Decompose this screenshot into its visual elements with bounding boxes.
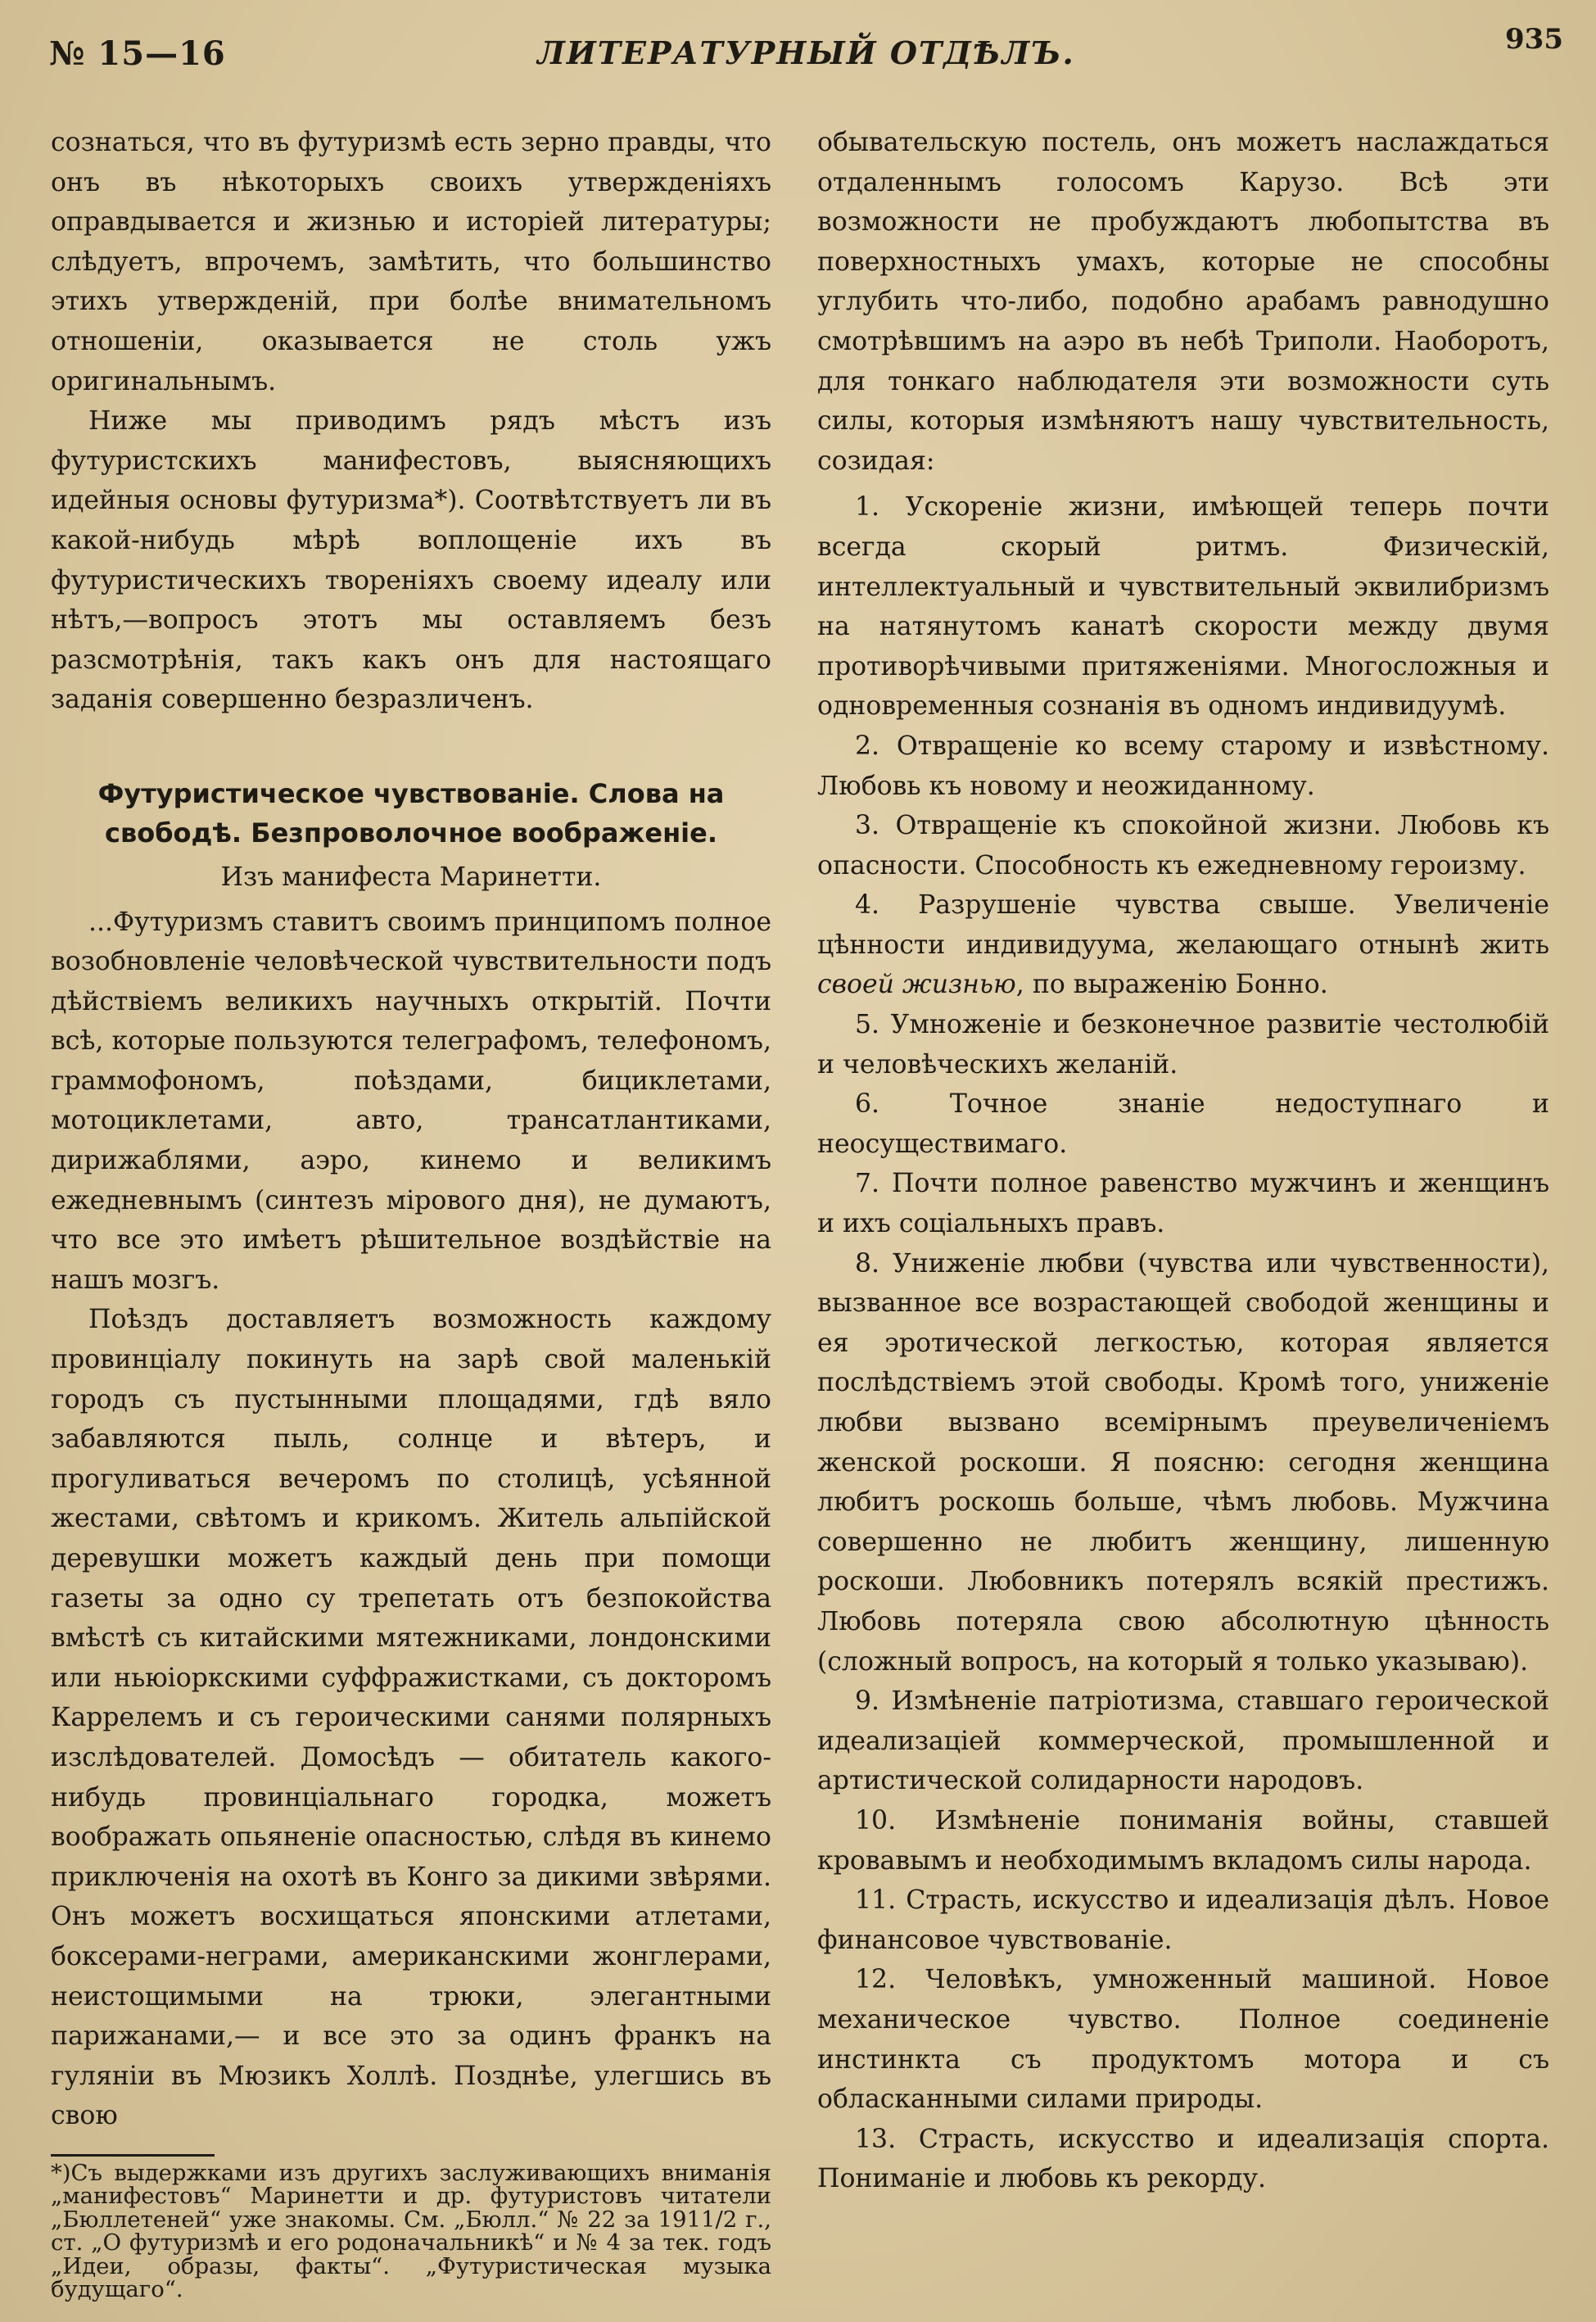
page-number: 935 — [1505, 23, 1563, 56]
issue-number: № 15—16 — [49, 34, 226, 73]
right-column — [817, 123, 1549, 2199]
section-title: ЛИТЕРАТУРНЫЙ ОТДѢЛЪ. — [537, 34, 1075, 71]
article-heading: Футуристическое чувствованіе. Слова на свободѣ. Безпроволочное воображеніе. — [97, 777, 725, 849]
list-item: 12. Человѣкъ, умноженный машиной. Новое механическое чувство. Полное соединеніе инстинкта съ продуктомъ мотора и съ обласканными силами природы. — [817, 1965, 1549, 2115]
list-item: 8. Униженіе любви (чувства или чувственности), вызванное все возрастающей свободой женщины и ея эротической легкостью, которая является послѣдствіемъ этой свободы. Кромѣ того, униженіе любви вызвано всеміpнымъ преувеличеніемъ женской роскоши. Я поясню: сегодня женщина любитъ роскошь больше, чѣмъ любовь. Мужчина совершенно не любитъ женщину, лишенную роскоши. Любовникъ потерялъ всякій престижъ. Любовь потеряла свою абсолютную цѣнность (сложный вопросъ, на который я только указываю). — [817, 1248, 1549, 1677]
list-item: 9. Измѣненіе патріотизма, ставшаго героической идеализаціей коммерческой, промышленной и артистической солидарности народовъ. — [817, 1686, 1549, 1796]
list-item: 13. Страсть, искусство и идеализація спорта. Пониманіе и любовь къ рекорду. — [817, 2124, 1549, 2194]
list-item: 6. Точное знаніе недоступнаго и неосуществимаго. — [817, 1089, 1549, 1159]
footnote: *)Съ выдержками изъ другихъ заслуживающихъ вниманія „манифестовъ“ Маринетти и др. футуристовъ читатели „Бюллетеней“ уже знакомы. См. „Бюлл.“ № 22 за 1911/2 г., ст. „О футуризмѣ и его родоначальникѣ“ и № 4 за тек. годъ „Идеи, образы, факты“. „Футуристическая музыка будущаго“. — [51, 2159, 771, 2303]
article-subheading: Изъ манифеста Маринетти. — [220, 862, 602, 892]
left-column — [51, 123, 771, 2302]
list-item: 11. Страсть, искусство и идеализація дѣлъ. Новое финансовое чувствованіе. — [817, 1885, 1549, 1955]
list-item: 3. Отвращеніе къ спокойной жизни. Любовь къ опасности. Способность къ ежедневному героизму. — [817, 811, 1549, 880]
list-item: 5. Умноженіе и безконечное развитіе честолюбій и человѣческихъ желаній. — [817, 1010, 1549, 1080]
list-item — [817, 885, 1549, 1005]
paragraph: Поѣздъ доставляетъ возможность каждому провинціалу покинуть на зарѣ свой маленькій городъ съ пустынными площадями, гдѣ вяло забавляются пыль, солнце и вѣтеръ, и прогуливаться вечеромъ по столицѣ, усѣянной жестами, свѣтомъ и крикомъ. Житель альпійской деревушки можетъ каждый день при помощи газеты за одно су трепетать отъ безпокойства вмѣстѣ съ китайскими мятежниками, лондонскими или ньюіоркскими суффражистками, съ докторомъ Каррелемъ и съ героическими санями полярныхъ изслѣдователей. Домосѣдъ — обитатель какого-нибудь провинціальнаго городка, можетъ воображать опьяненіе опасностью, слѣдя въ кинемо приключенія на охотѣ въ Конго за дикими звѣрями. Онъ можетъ восхищаться японскими атлетами, боксерами-неграми, американскими жонглерами, неистощимыми на трюки, элегантными парижанами,— и все это за одинъ франкъ на гуляніи въ Мюзикъ Холлѣ. Позднѣе, улегшись въ свою — [51, 1305, 771, 2131]
footnote-divider — [51, 2154, 215, 2157]
paragraph: обывательскую постель, онъ можетъ наслаждаться отдаленнымъ голосомъ Карузо. Всѣ эти возможности не пробуждаютъ любопытства въ поверхностныхъ умахъ, которые не способны углубить что-либо, подобно арабамъ равнодушно смотрѣвшимъ на аэро въ небѣ Триполи. Наоборотъ, для тонкаго наблюдателя эти возможности суть силы, которыя измѣняютъ нашу чувствительность, созидая: — [817, 128, 1549, 476]
page-header — [49, 23, 1563, 80]
emphasis-text: своей жизнью — [817, 970, 1016, 1000]
paragraph: Ниже мы приводимъ рядъ мѣстъ изъ футуристскихъ манифестовъ, выясняющихъ идейныя основы футуризма*). Соотвѣтствуетъ ли въ какой-нибудь мѣрѣ воплощеніе ихъ въ футуристическихъ твореніяхъ своему идеалу или нѣтъ,—вопросъ этотъ мы оставляемъ безъ разсмотрѣнія, такъ какъ онъ для настоящаго заданія совершенно безразличенъ. — [51, 406, 771, 715]
paragraph: ...Футуризмъ ставитъ своимъ принципомъ полное возобновленіе человѣческой чувствительности подъ дѣйствіемъ великихъ научныхъ открытій. Почти всѣ, которые пользуются телеграфомъ, телефономъ, граммофономъ, поѣздами, бициклетами, мотоциклетами, авто, трансатлантиками, дирижаблями, аэро, кинемо и великимъ ежедневнымъ (синтезъ міpового дня), не думаютъ, что все это имѣетъ рѣшительное воздѣйствіе на нашъ мозгъ. — [51, 907, 771, 1295]
list-item: 2. Отвращеніе ко всему старому и извѣстному. Любовь къ новому и неожиданному. — [817, 731, 1549, 801]
paragraph: сознаться, что въ футуризмѣ есть зерно правды, что онъ въ нѣкоторыхъ своихъ утвержденіяхъ оправдывается и жизнью и исторіей литературы; слѣдуетъ, впрочемъ, замѣтить, что большинство этихъ утвержденій, при болѣе внимательномъ отношеніи, оказывается не столь ужъ оригинальнымъ. — [51, 128, 771, 396]
list-item: 7. Почти полное равенство мужчинъ и женщинъ и ихъ соціальныхъ правъ. — [817, 1169, 1549, 1239]
list-item: 1. Ускореніе жизни, имѣющей теперь почти всегда скорый ритмъ. Физическій, интеллектуальный и чувствительный эквилибризмъ на натянутомъ канатѣ скорости между двумя противорѣчивыми притяженіями. Многосложныя и одновременныя сознанія въ одномъ индивидуумѣ. — [817, 492, 1549, 722]
list-item-text: , по выраженію Бонно. — [1015, 970, 1328, 1000]
list-item-text: 4. Разрушеніе чувства свыше. Увеличеніе цѣнности индивидуума, желающаго отнынѣ жить — [817, 890, 1549, 960]
list-item: 10. Измѣненіе пониманія войны, ставшей кровавымъ и необходимымъ вкладомъ силы народа. — [817, 1805, 1549, 1876]
